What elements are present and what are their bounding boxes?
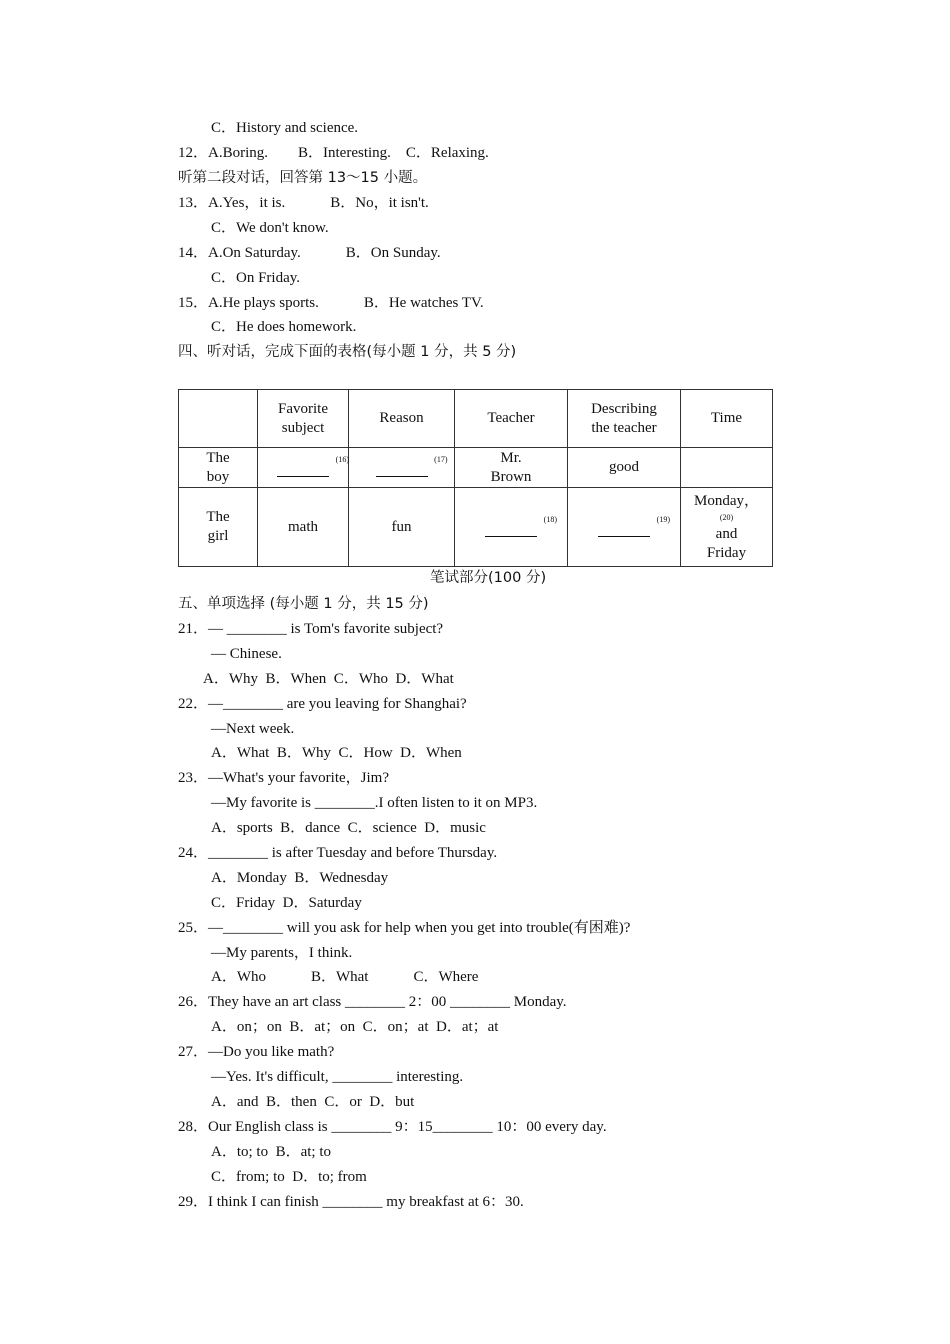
blank-number-18: (18) bbox=[543, 514, 557, 524]
girl-time-friday: Friday bbox=[706, 544, 747, 561]
table-header-row bbox=[179, 390, 773, 448]
blank-number-16: (16) bbox=[335, 455, 349, 465]
cell-boy-subject bbox=[258, 448, 349, 488]
girl-time-and: and bbox=[715, 525, 738, 542]
answer-blank-19 bbox=[598, 514, 670, 537]
cell-boy-describing: good bbox=[568, 448, 681, 488]
q22-options: A．What B．Why C．How D．When bbox=[211, 745, 462, 761]
written-part-title: 笔试部分(100 分) bbox=[430, 570, 547, 586]
q25-options: A．Who B．What C．Where bbox=[211, 969, 479, 985]
table-row-boy bbox=[179, 448, 773, 488]
q25-reply: —My parents，I think. bbox=[211, 945, 353, 961]
q27-stem: 27．—Do you like math? bbox=[178, 1044, 335, 1060]
answer-blank-18 bbox=[485, 514, 557, 537]
row-label-boy: The boy bbox=[179, 448, 258, 488]
q26-options: A．on；on B．at；on C．on；at D．at；at bbox=[211, 1019, 499, 1035]
q28-stem: 28．Our English class is ________ 9：15________ 10：00 every day. bbox=[178, 1119, 607, 1135]
girl-time-monday: Monday， bbox=[694, 492, 759, 509]
q25-stem: 25．—________ will you ask for help when you get into trouble(有困难)? bbox=[178, 920, 631, 936]
blank-number-20: (20) bbox=[719, 512, 734, 522]
cell-girl-teacher bbox=[455, 488, 568, 567]
blank-number-19: (19) bbox=[656, 514, 670, 524]
q27-options: A．and B．then C．or D．but bbox=[211, 1094, 415, 1110]
q14-option-c: C．On Friday. bbox=[211, 270, 301, 286]
listening-table bbox=[178, 389, 773, 567]
cell-girl-subject: math bbox=[258, 488, 349, 567]
blank-number-17: (17) bbox=[434, 455, 448, 465]
answer-blank-16 bbox=[277, 455, 349, 477]
cell-girl-describing bbox=[568, 488, 681, 567]
q23-reply: —My favorite is ________.I often listen to it on MP3. bbox=[211, 795, 538, 811]
q22-reply: —Next week. bbox=[211, 721, 295, 737]
q15-option-c: C．He does homework. bbox=[211, 319, 357, 335]
table-row-girl bbox=[179, 488, 773, 567]
q12-options: 12．A.Boring. B．Interesting. C．Relaxing. bbox=[178, 145, 489, 161]
header-describing-teacher: Describing the teacher bbox=[568, 390, 681, 448]
cell-girl-reason: fun bbox=[349, 488, 455, 567]
q22-stem: 22．—________ are you leaving for Shanghai? bbox=[178, 696, 467, 712]
q28-options-ab: A．to; to B．at; to bbox=[211, 1144, 332, 1160]
q28-options-cd: C．from; to D．to; from bbox=[211, 1169, 367, 1185]
q21-stem: 21．— ________ is Tom's favorite subject? bbox=[178, 621, 444, 637]
q23-options: A．sports B．dance C．science D．music bbox=[211, 820, 486, 836]
q13-option-c: C．We don't know. bbox=[211, 220, 329, 236]
q29-stem: 29．I think I can finish ________ my breakfast at 6：30. bbox=[178, 1194, 524, 1210]
header-empty-cell bbox=[179, 390, 258, 448]
q26-stem: 26．They have an art class ________ 2：00 ________ Monday. bbox=[178, 994, 567, 1010]
q27-reply: —Yes. It's difficult, ________ interesting. bbox=[211, 1069, 464, 1085]
q11-option-c: C．History and science. bbox=[211, 120, 359, 136]
q14-options: 14．A.On Saturday. B．On Sunday. bbox=[178, 245, 441, 261]
q15-options: 15．A.He plays sports. B．He watches TV. bbox=[178, 295, 484, 311]
cell-boy-teacher: Mr. Brown bbox=[455, 448, 568, 488]
q24-options-cd: C．Friday D．Saturday bbox=[211, 895, 362, 911]
header-reason: Reason bbox=[349, 390, 455, 448]
cell-boy-reason bbox=[349, 448, 455, 488]
cell-girl-time bbox=[681, 488, 773, 567]
q13-options: 13．A.Yes，it is. B．No，it isn't. bbox=[178, 195, 429, 211]
q24-stem: 24．________ is after Tuesday and before Thursday. bbox=[178, 845, 498, 861]
section5-heading: 五、单项选择 (每小题 1 分，共 15 分) bbox=[178, 596, 429, 612]
header-favorite-subject: Favorite subject bbox=[258, 390, 349, 448]
header-teacher: Teacher bbox=[455, 390, 568, 448]
answer-blank-17 bbox=[376, 455, 448, 477]
q21-options: A．Why B．When C．Who D．What bbox=[203, 671, 454, 687]
q21-reply: — Chinese. bbox=[211, 646, 282, 662]
q23-stem: 23．—What's your favorite，Jim? bbox=[178, 770, 389, 786]
dialogue2-instruction: 听第二段对话，回答第 13～15 小题。 bbox=[178, 170, 428, 186]
section4-heading: 四、听对话，完成下面的表格(每小题 1 分，共 5 分) bbox=[178, 344, 517, 360]
cell-boy-time bbox=[681, 448, 773, 488]
row-label-girl: The girl bbox=[179, 488, 258, 567]
q24-options-ab: A．Monday B．Wednesday bbox=[211, 870, 389, 886]
header-time: Time bbox=[681, 390, 773, 448]
